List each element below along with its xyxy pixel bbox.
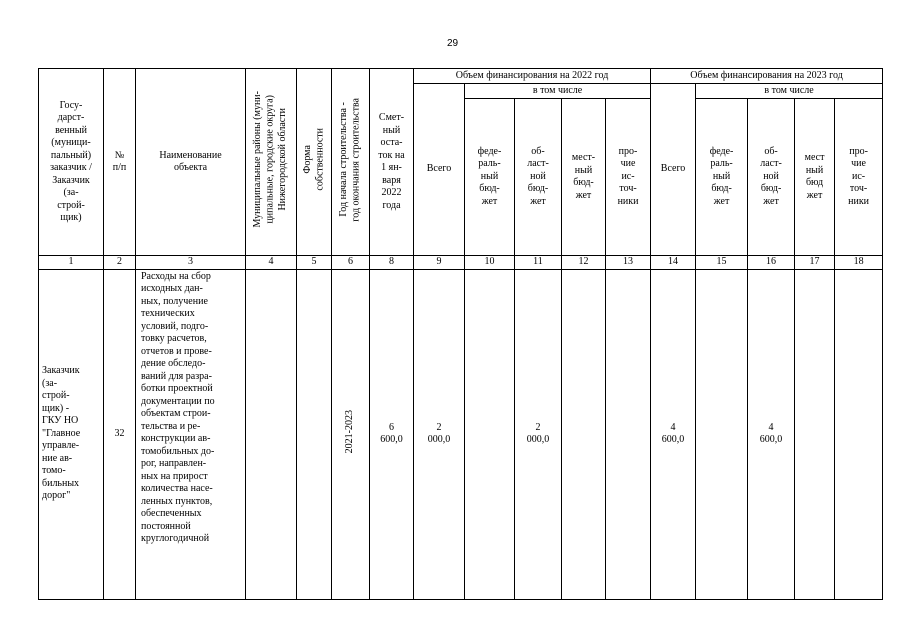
row-regional-2022: 2 000,0 — [515, 269, 562, 599]
col-number: 11 — [515, 256, 562, 270]
header-municipal-districts-text: Муниципальные районы (муни- ципальные, городские округа) Нижегородской области — [252, 91, 289, 229]
header-financing-2022: Объем финансирования на 2022 год — [414, 69, 651, 84]
col-number: 10 — [465, 256, 515, 270]
col-number: 5 — [297, 256, 332, 270]
header-financing-2023: Объем финансирования на 2023 год — [651, 69, 883, 84]
header-total-2022: Всего — [414, 84, 465, 256]
header-other-2023: про- чие ис- точ- ники — [835, 99, 883, 256]
row-description: Расходы на сбор исходных дан- ных, получение технических условий, подго- товку расчетов, отчетов и прове- дение обследо- ваний для разра- ботки проектной документации по объектам строи- тельства и ре- конструкции ав- томобильных до- рог, направлен- ных на прирост количества насе- ленных пунктов, обеспеченных постоянной круглогодичной — [136, 269, 246, 599]
header-number: № п/п — [104, 69, 136, 256]
col-number: 2 — [104, 256, 136, 270]
header-local-2023: мест ный бюд жет — [795, 99, 835, 256]
row-total-2023: 4 600,0 — [651, 269, 696, 599]
header-other-2022: про- чие ис- точ- ники — [606, 99, 651, 256]
header-regional-2022: об- ласт- ной бюд- жет — [515, 99, 562, 256]
row-federal-2023 — [696, 269, 748, 599]
col-number: 1 — [39, 256, 104, 270]
header-construction-years-text: Год начала строительства - год окончания строительства — [338, 97, 362, 222]
header-federal-2023: феде- раль- ный бюд- жет — [696, 99, 748, 256]
row-other-2022 — [606, 269, 651, 599]
col-number: 15 — [696, 256, 748, 270]
column-number-row — [39, 256, 883, 270]
col-number: 17 — [795, 256, 835, 270]
header-construction-years — [332, 69, 370, 256]
row-federal-2022 — [465, 269, 515, 599]
row-total-2022: 2 000,0 — [414, 269, 465, 599]
header-incl-2022: в том числе — [465, 84, 651, 99]
row-customer: Заказчик (за- строй- щик) - ГКУ НО "Главное управле- ние ав- томо- бильных дорог" — [39, 269, 104, 599]
row-years-cell — [332, 269, 370, 599]
col-number: 9 — [414, 256, 465, 270]
header-municipal-districts — [246, 69, 297, 256]
col-number: 18 — [835, 256, 883, 270]
row-years: 2021-2023 — [344, 410, 356, 454]
col-number: 13 — [606, 256, 651, 270]
row-municipal-district — [246, 269, 297, 599]
header-ownership-form — [297, 69, 332, 256]
col-number: 16 — [748, 256, 795, 270]
header-object-name: Наименование объекта — [136, 69, 246, 256]
row-regional-2023: 4 600,0 — [748, 269, 795, 599]
header-ownership-form-text: Форма собственности — [301, 128, 325, 192]
header-total-2023: Всего — [651, 84, 696, 256]
col-number: 12 — [562, 256, 606, 270]
header-local-2022: мест- ный бюд- жет — [562, 99, 606, 256]
page-number: 29 — [446, 38, 459, 49]
col-number: 3 — [136, 256, 246, 270]
header-incl-2023: в том числе — [696, 84, 883, 99]
row-estimate-balance: 6 600,0 — [370, 269, 414, 599]
row-other-2023 — [835, 269, 883, 599]
table-row — [39, 269, 883, 599]
col-number: 8 — [370, 256, 414, 270]
row-local-2022 — [562, 269, 606, 599]
col-number: 4 — [246, 256, 297, 270]
col-number: 14 — [651, 256, 696, 270]
header-regional-2023: об- ласт- ной бюд- жет — [748, 99, 795, 256]
header-federal-2022: феде- раль- ный бюд- жет — [465, 99, 515, 256]
col-number: 6 — [332, 256, 370, 270]
row-local-2023 — [795, 269, 835, 599]
header-customer: Госу- дарст- венный (муници- пальный) заказчик / Заказчик (за- строй- щик) — [39, 69, 104, 256]
row-number: 32 — [104, 269, 136, 599]
financing-table — [38, 68, 883, 600]
row-ownership-form — [297, 269, 332, 599]
header-estimate-balance: Смет- ный оста- ток на 1 ян- варя 2022 года — [370, 69, 414, 256]
